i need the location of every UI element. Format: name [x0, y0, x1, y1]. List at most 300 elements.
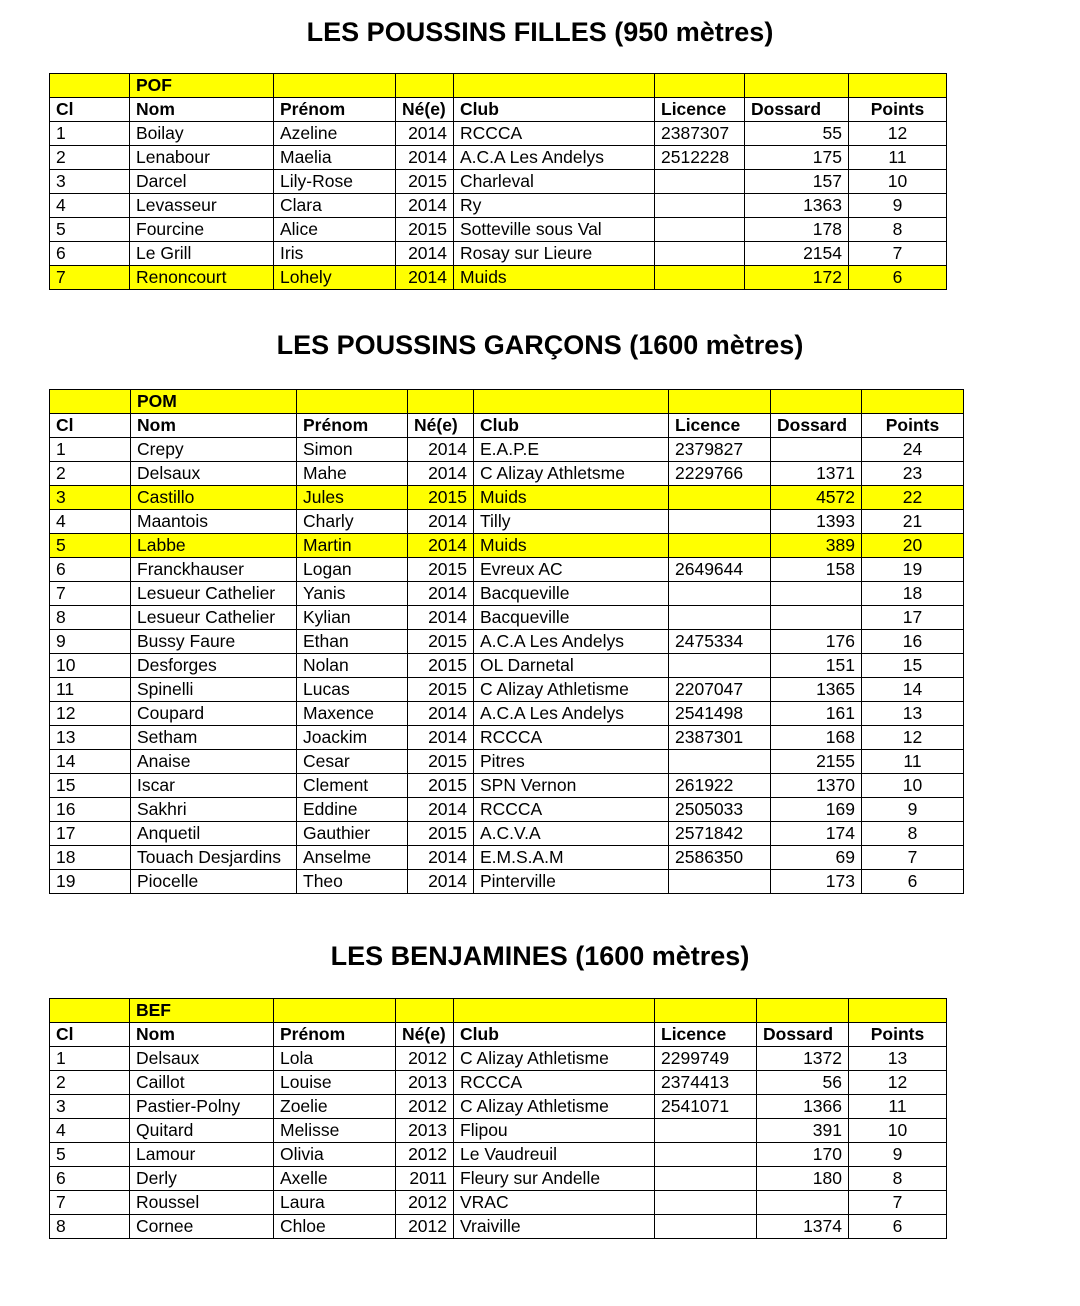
cell-points: 11	[849, 1095, 947, 1119]
cell-nom: Caillot	[130, 1071, 274, 1095]
cell-licence: 2571842	[669, 822, 771, 846]
cell-prenom: Logan	[297, 558, 408, 582]
cell-dossard: 1371	[771, 462, 862, 486]
cell-club: RCCCA	[474, 798, 669, 822]
cell-ne: 2012	[396, 1191, 454, 1215]
cell-dossard: 1393	[771, 510, 862, 534]
cell-dossard	[771, 582, 862, 606]
category-cell	[50, 74, 130, 98]
cell-cl: 8	[50, 1215, 130, 1239]
cell-club: Flipou	[454, 1119, 655, 1143]
cell-points: 15	[862, 654, 964, 678]
cell-ne: 2012	[396, 1047, 454, 1071]
column-header-licence: Licence	[655, 98, 745, 122]
cell-points: 8	[862, 822, 964, 846]
cell-ne: 2014	[408, 726, 474, 750]
cell-cl: 8	[50, 606, 131, 630]
table-row	[50, 194, 947, 218]
cell-ne: 2014	[408, 438, 474, 462]
cell-ne: 2014	[396, 242, 454, 266]
cell-nom: Roussel	[130, 1191, 274, 1215]
cell-dossard: 1363	[745, 194, 849, 218]
table-row	[50, 558, 964, 582]
cell-licence: 2387301	[669, 726, 771, 750]
table-row	[50, 242, 947, 266]
cell-dossard: 56	[757, 1071, 849, 1095]
cell-cl: 1	[50, 1047, 130, 1071]
cell-dossard	[771, 438, 862, 462]
cell-licence: 2586350	[669, 846, 771, 870]
cell-points: 13	[862, 702, 964, 726]
column-header-nom: Nom	[131, 414, 297, 438]
cell-cl: 3	[50, 486, 131, 510]
cell-points: 12	[849, 122, 947, 146]
header-row	[50, 414, 964, 438]
cell-licence	[655, 218, 745, 242]
cell-club: RCCCA	[454, 122, 655, 146]
cell-dossard: 161	[771, 702, 862, 726]
table-row	[50, 1215, 947, 1239]
cell-ne: 2014	[396, 122, 454, 146]
table-row	[50, 846, 964, 870]
cell-cl: 7	[50, 266, 130, 290]
cell-nom: Fourcine	[130, 218, 274, 242]
cell-nom: Anquetil	[131, 822, 297, 846]
cell-prenom: Eddine	[297, 798, 408, 822]
cell-points: 21	[862, 510, 964, 534]
cell-points: 16	[862, 630, 964, 654]
cell-dossard: 170	[757, 1143, 849, 1167]
cell-ne: 2012	[396, 1095, 454, 1119]
category-row	[50, 390, 964, 414]
cell-prenom: Maelia	[274, 146, 396, 170]
cell-points: 12	[849, 1071, 947, 1095]
table-row	[50, 1071, 947, 1095]
cell-club: Muids	[474, 534, 669, 558]
table-row	[50, 266, 947, 290]
cell-ne: 2013	[396, 1119, 454, 1143]
cell-prenom: Melisse	[274, 1119, 396, 1143]
cell-points: 7	[862, 846, 964, 870]
cell-licence: 2475334	[669, 630, 771, 654]
cell-prenom: Alice	[274, 218, 396, 242]
cell-licence	[655, 266, 745, 290]
column-header-cl: Cl	[50, 98, 130, 122]
cell-prenom: Chloe	[274, 1215, 396, 1239]
cell-cl: 6	[50, 242, 130, 266]
cell-cl: 14	[50, 750, 131, 774]
cell-points: 18	[862, 582, 964, 606]
cell-dossard: 4572	[771, 486, 862, 510]
cell-dossard: 175	[745, 146, 849, 170]
cell-licence	[669, 750, 771, 774]
cell-nom: Anaise	[131, 750, 297, 774]
cell-ne: 2014	[408, 534, 474, 558]
cell-licence	[669, 534, 771, 558]
column-header-club: Club	[474, 414, 669, 438]
cell-cl: 1	[50, 438, 131, 462]
cell-licence	[655, 1215, 757, 1239]
cell-dossard: 157	[745, 170, 849, 194]
cell-licence: 2512228	[655, 146, 745, 170]
cell-prenom: Joackim	[297, 726, 408, 750]
cell-cl: 4	[50, 1119, 130, 1143]
cell-cl: 5	[50, 218, 130, 242]
cell-cl: 9	[50, 630, 131, 654]
cell-points: 9	[862, 798, 964, 822]
cell-points: 8	[849, 1167, 947, 1191]
cell-nom: Maantois	[131, 510, 297, 534]
column-header-points: Points	[862, 414, 964, 438]
cell-club: C Alizay Athletisme	[454, 1095, 655, 1119]
cell-prenom: Cesar	[297, 750, 408, 774]
category-row	[50, 999, 947, 1023]
cell-points: 10	[849, 170, 947, 194]
cell-licence	[669, 654, 771, 678]
cell-club: A.C.V.A	[474, 822, 669, 846]
cell-dossard: 391	[757, 1119, 849, 1143]
cell-nom: Lenabour	[130, 146, 274, 170]
cell-cl: 6	[50, 1167, 130, 1191]
cell-prenom: Axelle	[274, 1167, 396, 1191]
cell-nom: Le Grill	[130, 242, 274, 266]
section-title: LES BENJAMINES (1600 mètres)	[330, 941, 750, 971]
cell-nom: Sakhri	[131, 798, 297, 822]
cell-nom: Lesueur Cathelier	[131, 582, 297, 606]
cell-prenom: Lily-Rose	[274, 170, 396, 194]
cell-dossard	[757, 1191, 849, 1215]
cell-points: 10	[849, 1119, 947, 1143]
cell-dossard: 1370	[771, 774, 862, 798]
cell-licence	[655, 242, 745, 266]
column-header-cl: Cl	[50, 1023, 130, 1047]
cell-licence	[655, 1167, 757, 1191]
cell-club: E.A.P.E	[474, 438, 669, 462]
cell-nom: Bussy Faure	[131, 630, 297, 654]
cell-nom: Levasseur	[130, 194, 274, 218]
cell-cl: 19	[50, 870, 131, 894]
cell-licence	[655, 1143, 757, 1167]
category-cell	[745, 74, 849, 98]
cell-club: Muids	[474, 486, 669, 510]
cell-club: Le Vaudreuil	[454, 1143, 655, 1167]
category-cell	[454, 999, 655, 1023]
column-header-dossard: Dossard	[771, 414, 862, 438]
cell-dossard: 174	[771, 822, 862, 846]
cell-dossard: 1372	[757, 1047, 849, 1071]
cell-prenom: Simon	[297, 438, 408, 462]
cell-club: VRAC	[454, 1191, 655, 1215]
cell-ne: 2014	[408, 846, 474, 870]
cell-ne: 2015	[408, 630, 474, 654]
cell-licence: 2207047	[669, 678, 771, 702]
cell-licence: 2374413	[655, 1071, 757, 1095]
table-row	[50, 462, 964, 486]
cell-cl: 3	[50, 1095, 130, 1119]
cell-cl: 2	[50, 146, 130, 170]
cell-licence: 2229766	[669, 462, 771, 486]
cell-ne: 2014	[396, 266, 454, 290]
cell-points: 17	[862, 606, 964, 630]
cell-cl: 1	[50, 122, 130, 146]
cell-licence: 2541498	[669, 702, 771, 726]
cell-club: Rosay sur Lieure	[454, 242, 655, 266]
cell-points: 19	[862, 558, 964, 582]
cell-ne: 2013	[396, 1071, 454, 1095]
cell-prenom: Ethan	[297, 630, 408, 654]
category-cell	[862, 390, 964, 414]
cell-ne: 2015	[408, 486, 474, 510]
cell-points: 6	[849, 1215, 947, 1239]
cell-dossard: 1366	[757, 1095, 849, 1119]
category-cell	[408, 390, 474, 414]
table-row	[50, 726, 964, 750]
column-header-club: Club	[454, 98, 655, 122]
cell-licence: 2387307	[655, 122, 745, 146]
cell-points: 9	[849, 194, 947, 218]
cell-cl: 11	[50, 678, 131, 702]
cell-nom: Delsaux	[131, 462, 297, 486]
category-label: POF	[130, 74, 274, 98]
cell-licence	[655, 1191, 757, 1215]
cell-dossard: 158	[771, 558, 862, 582]
cell-ne: 2014	[408, 798, 474, 822]
column-header-ne: Né(e)	[396, 1023, 454, 1047]
cell-dossard: 69	[771, 846, 862, 870]
table-row	[50, 774, 964, 798]
category-cell	[396, 999, 454, 1023]
cell-cl: 6	[50, 558, 131, 582]
cell-club: Charleval	[454, 170, 655, 194]
results-table	[49, 389, 964, 894]
cell-nom: Lesueur Cathelier	[131, 606, 297, 630]
cell-ne: 2015	[408, 654, 474, 678]
cell-ne: 2012	[396, 1215, 454, 1239]
column-header-prenom: Prénom	[274, 1023, 396, 1047]
cell-licence: 2505033	[669, 798, 771, 822]
cell-nom: Crepy	[131, 438, 297, 462]
table-row	[50, 170, 947, 194]
results-table	[49, 998, 947, 1239]
cell-nom: Iscar	[131, 774, 297, 798]
table-row	[50, 702, 964, 726]
cell-cl: 7	[50, 1191, 130, 1215]
cell-nom: Cornee	[130, 1215, 274, 1239]
cell-prenom: Zoelie	[274, 1095, 396, 1119]
category-cell	[655, 74, 745, 98]
cell-dossard: 389	[771, 534, 862, 558]
cell-points: 20	[862, 534, 964, 558]
cell-cl: 15	[50, 774, 131, 798]
cell-prenom: Lohely	[274, 266, 396, 290]
cell-ne: 2015	[396, 218, 454, 242]
cell-club: Bacqueville	[474, 582, 669, 606]
table-row	[50, 1047, 947, 1071]
cell-licence	[669, 606, 771, 630]
column-header-prenom: Prénom	[274, 98, 396, 122]
cell-points: 6	[862, 870, 964, 894]
table-row	[50, 510, 964, 534]
cell-ne: 2014	[408, 582, 474, 606]
category-row	[50, 74, 947, 98]
cell-club: A.C.A Les Andelys	[474, 702, 669, 726]
cell-prenom: Lucas	[297, 678, 408, 702]
cell-prenom: Jules	[297, 486, 408, 510]
cell-prenom: Charly	[297, 510, 408, 534]
cell-prenom: Gauthier	[297, 822, 408, 846]
cell-prenom: Azeline	[274, 122, 396, 146]
cell-licence	[655, 1119, 757, 1143]
cell-nom: Quitard	[130, 1119, 274, 1143]
cell-licence	[669, 582, 771, 606]
cell-prenom: Mahe	[297, 462, 408, 486]
table-row	[50, 1095, 947, 1119]
cell-ne: 2015	[408, 774, 474, 798]
cell-points: 11	[862, 750, 964, 774]
header-row	[50, 98, 947, 122]
cell-ne: 2014	[408, 702, 474, 726]
cell-dossard: 172	[745, 266, 849, 290]
cell-cl: 2	[50, 1071, 130, 1095]
cell-prenom: Kylian	[297, 606, 408, 630]
cell-dossard: 2155	[771, 750, 862, 774]
cell-club: Vraiville	[454, 1215, 655, 1239]
cell-licence	[669, 870, 771, 894]
category-label: POM	[131, 390, 297, 414]
cell-licence: 2299749	[655, 1047, 757, 1071]
column-header-points: Points	[849, 98, 947, 122]
category-cell	[297, 390, 408, 414]
cell-prenom: Laura	[274, 1191, 396, 1215]
cell-points: 7	[849, 242, 947, 266]
cell-club: Fleury sur Andelle	[454, 1167, 655, 1191]
cell-nom: Delsaux	[130, 1047, 274, 1071]
cell-club: C Alizay Athletisme	[454, 1047, 655, 1071]
cell-dossard: 176	[771, 630, 862, 654]
category-cell	[454, 74, 655, 98]
cell-dossard: 1374	[757, 1215, 849, 1239]
table-row	[50, 438, 964, 462]
header-row	[50, 1023, 947, 1047]
cell-points: 6	[849, 266, 947, 290]
cell-club: Pitres	[474, 750, 669, 774]
cell-dossard: 2154	[745, 242, 849, 266]
category-cell	[274, 999, 396, 1023]
cell-licence: 261922	[669, 774, 771, 798]
table-row	[50, 1119, 947, 1143]
cell-licence	[655, 194, 745, 218]
cell-club: Evreux AC	[474, 558, 669, 582]
cell-ne: 2015	[408, 558, 474, 582]
table-row	[50, 630, 964, 654]
cell-licence: 2379827	[669, 438, 771, 462]
cell-licence: 2541071	[655, 1095, 757, 1119]
column-header-cl: Cl	[50, 414, 131, 438]
cell-cl: 13	[50, 726, 131, 750]
cell-cl: 16	[50, 798, 131, 822]
category-cell	[474, 390, 669, 414]
cell-cl: 5	[50, 1143, 130, 1167]
category-cell	[771, 390, 862, 414]
cell-club: A.C.A Les Andelys	[454, 146, 655, 170]
cell-dossard: 178	[745, 218, 849, 242]
cell-club: SPN Vernon	[474, 774, 669, 798]
cell-ne: 2015	[396, 170, 454, 194]
cell-dossard	[771, 606, 862, 630]
table-row	[50, 750, 964, 774]
column-header-nom: Nom	[130, 98, 274, 122]
cell-licence: 2649644	[669, 558, 771, 582]
table-row	[50, 870, 964, 894]
cell-licence	[669, 510, 771, 534]
category-cell	[757, 999, 849, 1023]
category-cell	[655, 999, 757, 1023]
cell-cl: 3	[50, 170, 130, 194]
cell-prenom: Louise	[274, 1071, 396, 1095]
cell-prenom: Nolan	[297, 654, 408, 678]
column-header-ne: Né(e)	[396, 98, 454, 122]
cell-prenom: Yanis	[297, 582, 408, 606]
cell-club: Ry	[454, 194, 655, 218]
cell-prenom: Lola	[274, 1047, 396, 1071]
cell-licence	[669, 486, 771, 510]
category-cell	[50, 999, 130, 1023]
cell-nom: Pastier-Polny	[130, 1095, 274, 1119]
cell-ne: 2012	[396, 1143, 454, 1167]
table-row	[50, 122, 947, 146]
cell-prenom: Theo	[297, 870, 408, 894]
cell-dossard: 173	[771, 870, 862, 894]
cell-club: Muids	[454, 266, 655, 290]
column-header-licence: Licence	[669, 414, 771, 438]
cell-nom: Spinelli	[131, 678, 297, 702]
cell-dossard: 55	[745, 122, 849, 146]
cell-nom: Castillo	[131, 486, 297, 510]
cell-ne: 2014	[396, 146, 454, 170]
table-row	[50, 1143, 947, 1167]
cell-points: 7	[849, 1191, 947, 1215]
table-row	[50, 486, 964, 510]
cell-prenom: Clement	[297, 774, 408, 798]
cell-dossard: 180	[757, 1167, 849, 1191]
section-title: LES POUSSINS FILLES (950 mètres)	[306, 17, 774, 47]
cell-prenom: Anselme	[297, 846, 408, 870]
cell-club: RCCCA	[474, 726, 669, 750]
cell-cl: 12	[50, 702, 131, 726]
cell-points: 22	[862, 486, 964, 510]
cell-dossard: 169	[771, 798, 862, 822]
column-header-points: Points	[849, 1023, 947, 1047]
cell-club: E.M.S.A.M	[474, 846, 669, 870]
cell-prenom: Iris	[274, 242, 396, 266]
cell-nom: Desforges	[131, 654, 297, 678]
cell-points: 14	[862, 678, 964, 702]
cell-club: C Alizay Athletsme	[474, 462, 669, 486]
cell-cl: 2	[50, 462, 131, 486]
table-row	[50, 218, 947, 242]
cell-ne: 2014	[408, 510, 474, 534]
column-header-prenom: Prénom	[297, 414, 408, 438]
cell-dossard: 1365	[771, 678, 862, 702]
column-header-licence: Licence	[655, 1023, 757, 1047]
cell-club: Sotteville sous Val	[454, 218, 655, 242]
table-row	[50, 654, 964, 678]
cell-nom: Boilay	[130, 122, 274, 146]
cell-nom: Setham	[131, 726, 297, 750]
cell-licence	[655, 170, 745, 194]
cell-cl: 17	[50, 822, 131, 846]
cell-cl: 10	[50, 654, 131, 678]
